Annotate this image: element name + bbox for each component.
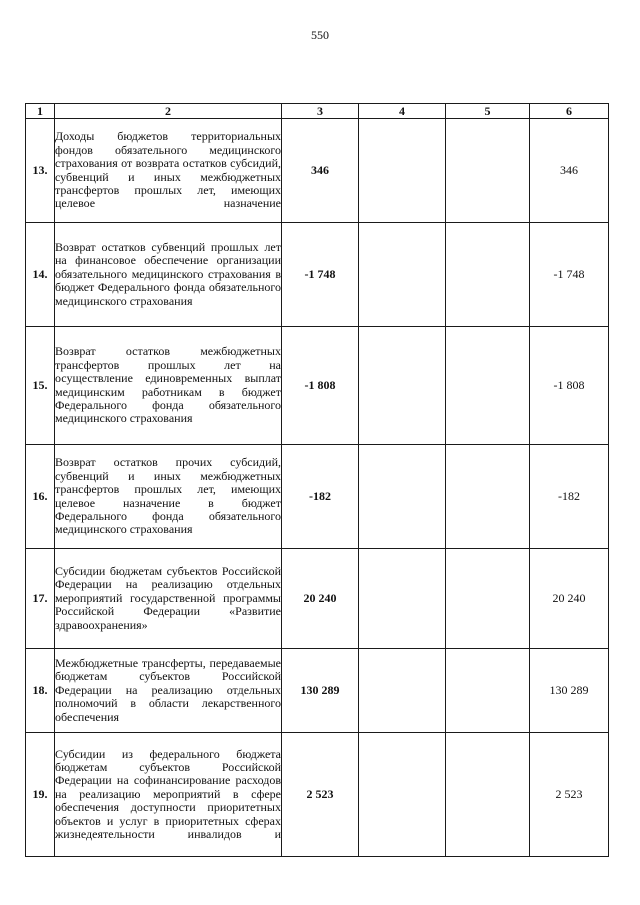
row-col3-value: 346: [282, 119, 359, 223]
row-col3-value: 130 289: [282, 649, 359, 733]
table-header-row: [26, 104, 609, 119]
row-col3-value: -1 808: [282, 327, 359, 445]
row-col5-value: [446, 223, 530, 327]
row-col6-value: 346: [530, 119, 609, 223]
header-col-4: 4: [359, 104, 446, 119]
table-row: [26, 445, 609, 549]
table-row: [26, 549, 609, 649]
row-col5-value: [446, 445, 530, 549]
row-col3-value: -182: [282, 445, 359, 549]
row-number: 17.: [26, 549, 55, 649]
header-col-3: 3: [282, 104, 359, 119]
row-col4-value: [359, 445, 446, 549]
row-col6-value: 130 289: [530, 649, 609, 733]
row-description: Возврат остатков межбюджетных трансфертов прошлых лет на осуществление единовременных выплат медицинским работникам в бюджет Федерального фонда обязательного медицинского страхования: [55, 327, 282, 445]
row-col4-value: [359, 327, 446, 445]
row-col6-value: -1 748: [530, 223, 609, 327]
table-row: [26, 733, 609, 857]
table-row: [26, 327, 609, 445]
header-col-2: 2: [55, 104, 282, 119]
header-col-6: 6: [530, 104, 609, 119]
row-col5-value: [446, 119, 530, 223]
row-col5-value: [446, 549, 530, 649]
row-number: 16.: [26, 445, 55, 549]
row-description: Субсидии бюджетам субъектов Российской Федерации на реализацию отдельных мероприятий государственной программы Российской Федерации «Развитие здравоохранения»: [55, 549, 282, 649]
row-col3-value: -1 748: [282, 223, 359, 327]
row-col6-value: -182: [530, 445, 609, 549]
row-description: Возврат остатков прочих субсидий, субвенций и иных межбюджетных трансфертов прошлых лет, имеющих целевое назначение в бюджет Федерального фонда обязательного медицинского страхования: [55, 445, 282, 549]
row-description: Межбюджетные трансферты, передаваемые бюджетам субъектов Российской Федерации на реализацию отдельных полномочий в области лекарственного обеспечения: [55, 649, 282, 733]
row-col3-value: 20 240: [282, 549, 359, 649]
row-number: 14.: [26, 223, 55, 327]
row-number: 13.: [26, 119, 55, 223]
row-number: 15.: [26, 327, 55, 445]
table-row: [26, 119, 609, 223]
row-col4-value: [359, 119, 446, 223]
row-col5-value: [446, 733, 530, 857]
row-number: 18.: [26, 649, 55, 733]
table-row: [26, 223, 609, 327]
header-col-1: 1: [26, 104, 55, 119]
page-number: 550: [311, 28, 329, 42]
row-col6-value: 20 240: [530, 549, 609, 649]
row-col6-value: 2 523: [530, 733, 609, 857]
row-col6-value: -1 808: [530, 327, 609, 445]
table-row: [26, 649, 609, 733]
row-description: Возврат остатков субвенций прошлых лет на финансовое обеспечение организации обязательного медицинского страхования в бюджет Федерального фонда обязательного медицинского страхования: [55, 223, 282, 327]
header-col-5: 5: [446, 104, 530, 119]
row-col4-value: [359, 223, 446, 327]
row-col4-value: [359, 733, 446, 857]
row-number: 19.: [26, 733, 55, 857]
row-col5-value: [446, 327, 530, 445]
row-description: Субсидии из федерального бюджета бюджетам субъектов Российской Федерации на софинансирование расходов на реализацию мероприятий в сфере обеспечения доступности приоритетных объектов и услуг в приоритетных сферах жизнедеятельности инвалидов и: [55, 733, 282, 857]
row-description: Доходы бюджетов территориальных фондов обязательного медицинского страхования от возврата остатков субсидий, субвенций и иных межбюджетных трансфертов прошлых лет, имеющих целевое назначение: [55, 119, 282, 223]
budget-table: [25, 103, 609, 857]
row-col5-value: [446, 649, 530, 733]
row-col3-value: 2 523: [282, 733, 359, 857]
row-col4-value: [359, 649, 446, 733]
row-col4-value: [359, 549, 446, 649]
